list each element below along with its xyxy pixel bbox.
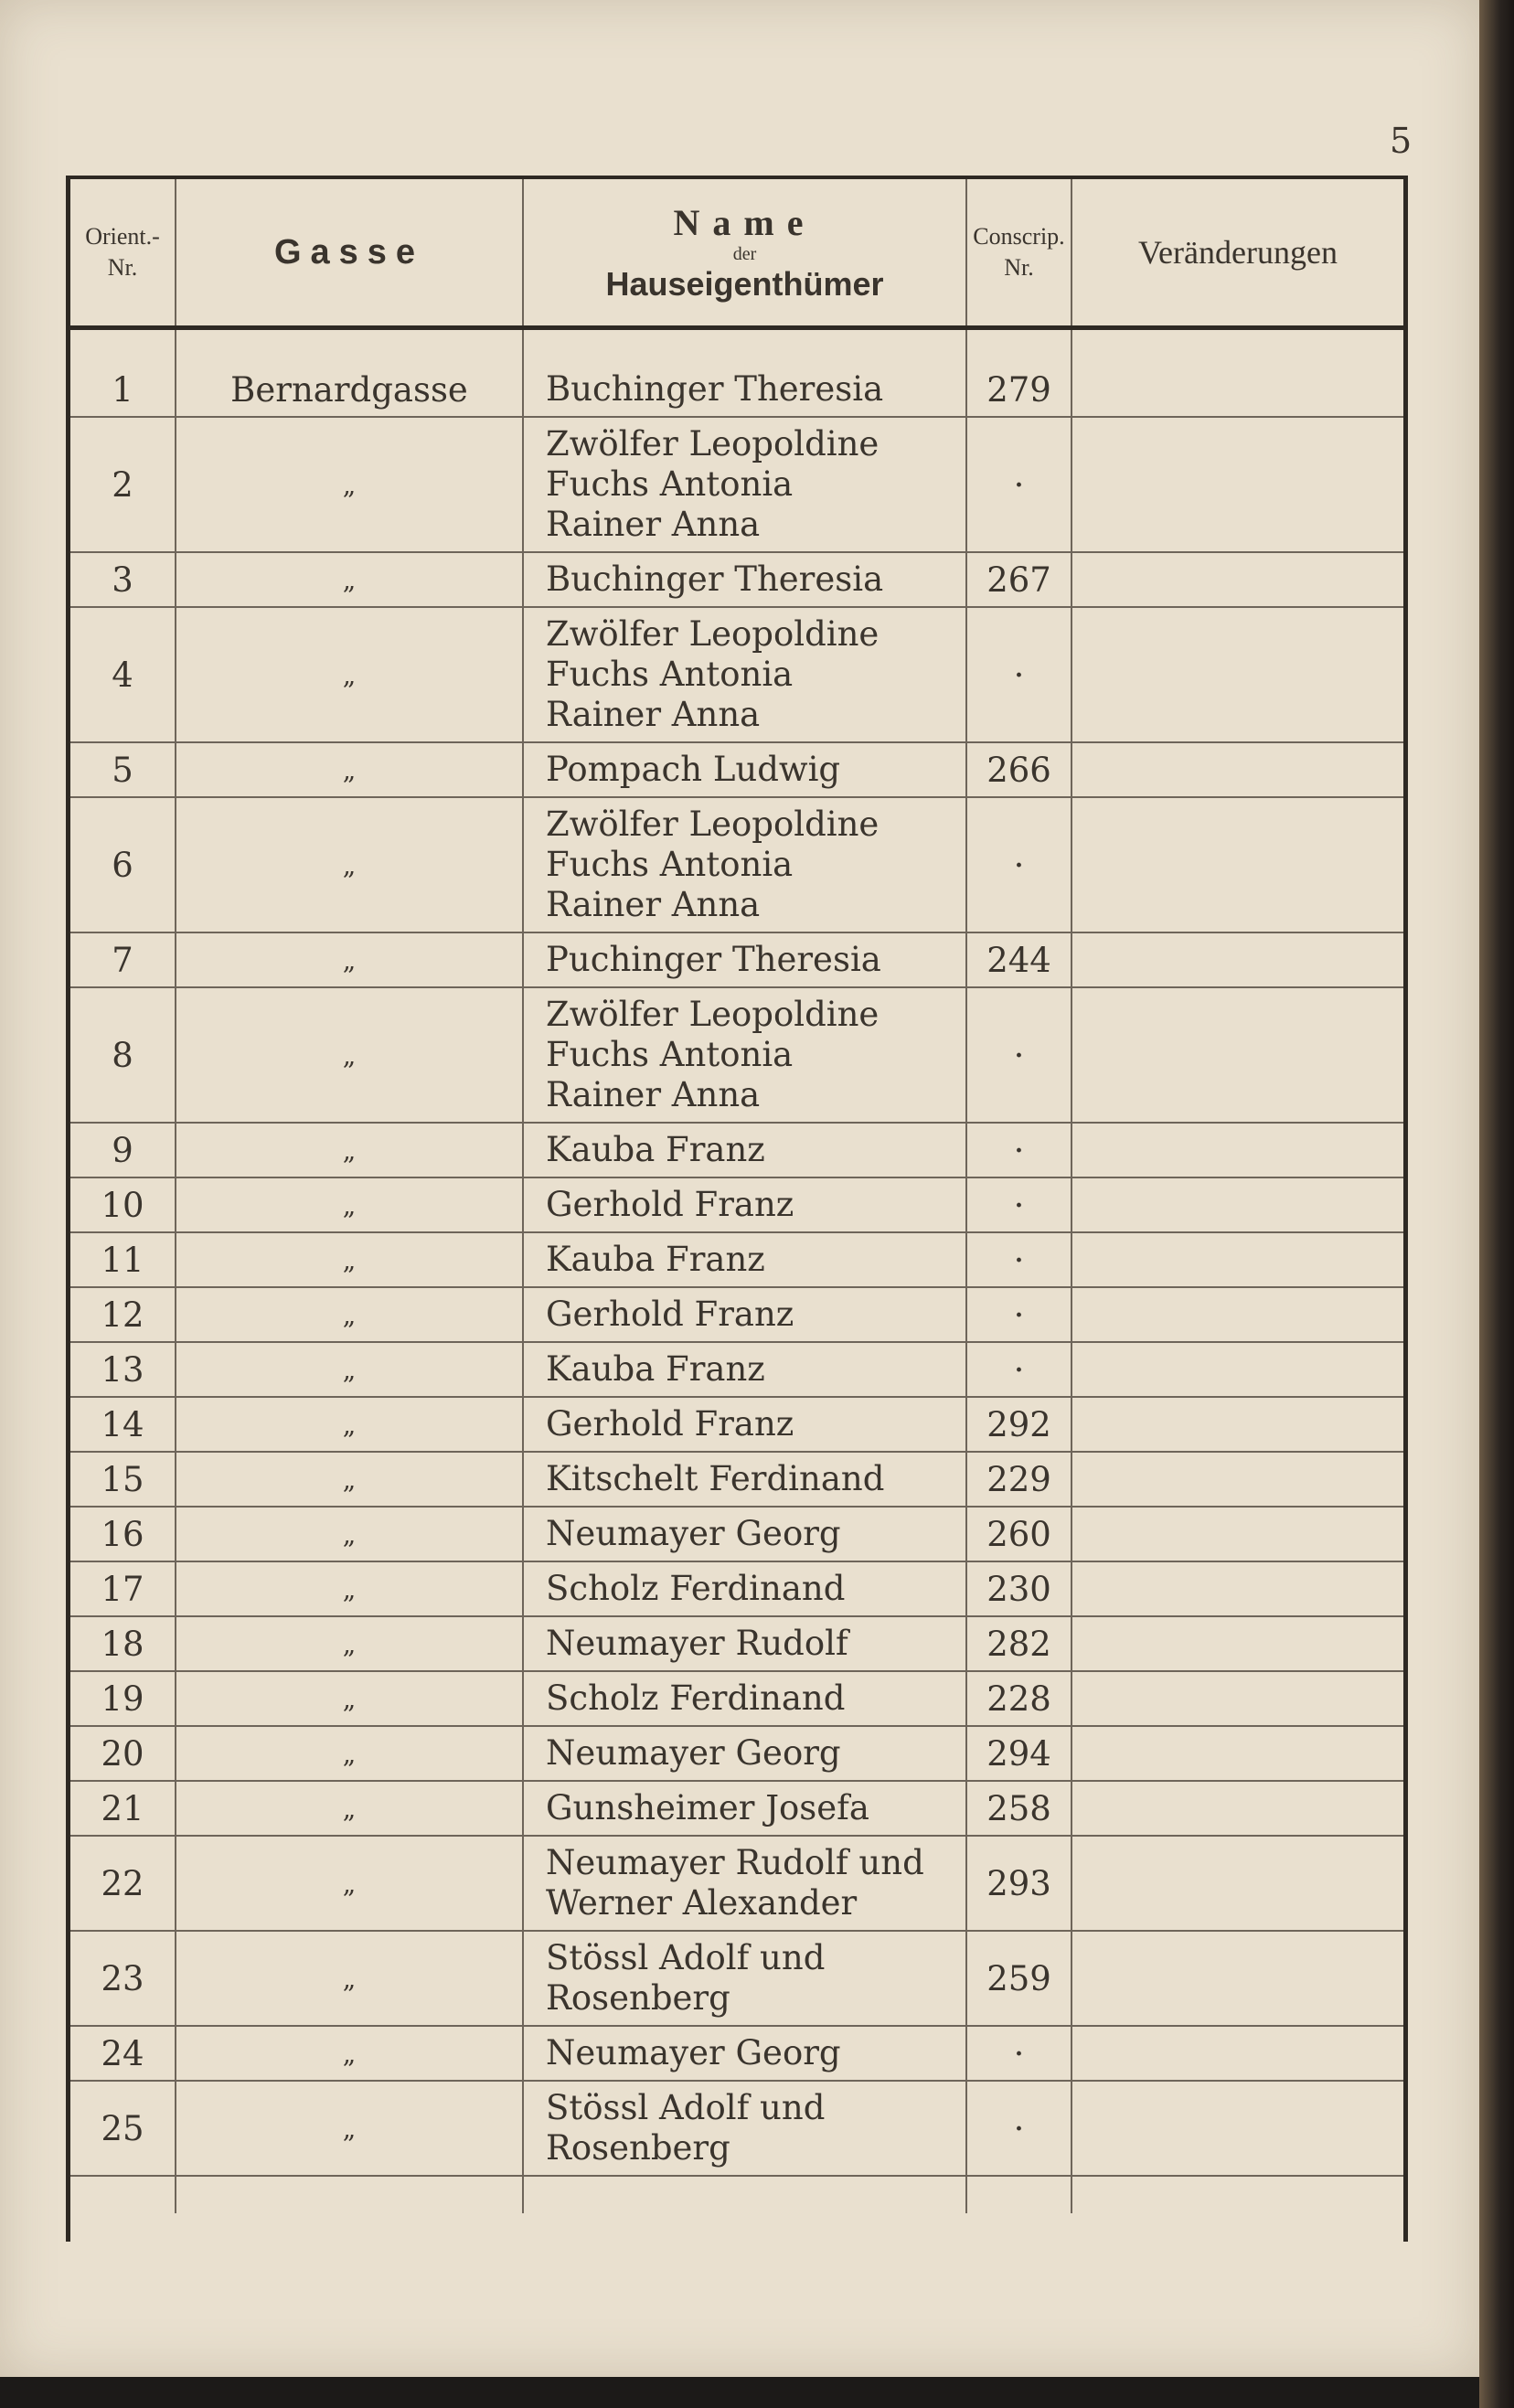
conscrip-nr-cell: ·: [966, 417, 1072, 552]
owner-name: Neumayer Georg: [546, 1733, 841, 1773]
conscrip-nr-cell: 282: [966, 1616, 1072, 1671]
gasse-cell: „: [176, 1397, 523, 1452]
owner-name: Gerhold Franz: [546, 1404, 794, 1444]
conscrip-nr-cell: 293: [966, 1836, 1072, 1931]
orient-nr-cell: 18: [70, 1616, 176, 1671]
conscrip-nr-cell: ·: [966, 1177, 1072, 1232]
conscrip-nr-cell: ·: [966, 607, 1072, 742]
table-row: [70, 417, 1403, 552]
gasse-cell: „: [176, 1177, 523, 1232]
owner-name: Kauba Franz: [546, 1240, 765, 1279]
conscrip-nr-cell: ·: [966, 2026, 1072, 2081]
veraenderungen-cell: [1072, 1287, 1403, 1342]
veraenderungen-cell: [1072, 1507, 1403, 1561]
conscrip-nr-cell: 228: [966, 1671, 1072, 1726]
conscrip-nr-cell: 259: [966, 1931, 1072, 2026]
property-register-table-frame: [66, 176, 1408, 2242]
owner-cell: [523, 1836, 966, 1931]
owner-name: Zwölfer Leopoldine: [546, 995, 880, 1034]
veraenderungen-cell: [1072, 1342, 1403, 1397]
owner-cell: [523, 1726, 966, 1781]
veraenderungen-cell: [1072, 797, 1403, 932]
conscrip-nr-cell: 230: [966, 1561, 1072, 1616]
veraenderungen-cell: [1072, 1397, 1403, 1452]
owner-name: Zwölfer Leopoldine: [546, 804, 880, 844]
conscrip-nr-cell: ·: [966, 797, 1072, 932]
owner-name: Stössl Adolf und: [546, 1938, 826, 1977]
owner-name: Stössl Adolf und: [546, 2088, 826, 2127]
gasse-cell: „: [176, 1342, 523, 1397]
veraenderungen-cell: [1072, 417, 1403, 552]
veraenderungen-cell: [1072, 742, 1403, 797]
veraenderungen-cell: [1072, 552, 1403, 607]
conscrip-nr-cell: 292: [966, 1397, 1072, 1452]
header-gap-row: [70, 328, 1403, 364]
owner-name: Rosenberg: [546, 1978, 730, 2018]
owner-cell: [523, 2026, 966, 2081]
orient-nr-cell: 14: [70, 1397, 176, 1452]
owner-cell: [523, 1123, 966, 1177]
table-row: [70, 987, 1403, 1123]
header-veraenderungen-label: Veränderungen: [1138, 234, 1338, 271]
veraenderungen-cell: [1072, 2081, 1403, 2176]
veraenderungen-cell: [1072, 1123, 1403, 1177]
conscrip-nr-cell: ·: [966, 1342, 1072, 1397]
owner-cell: [523, 1616, 966, 1671]
conscrip-nr-cell: ·: [966, 1232, 1072, 1287]
gasse-cell: „: [176, 1287, 523, 1342]
orient-nr-cell: 25: [70, 2081, 176, 2176]
gasse-cell: „: [176, 742, 523, 797]
owner-name: Zwölfer Leopoldine: [546, 424, 880, 463]
table-row: [70, 607, 1403, 742]
owner-name: Neumayer Rudolf und: [546, 1843, 924, 1882]
owner-name: Rainer Anna: [546, 885, 761, 924]
owner-cell: [523, 1671, 966, 1726]
table-row: [70, 1507, 1403, 1561]
gasse-cell: „: [176, 1507, 523, 1561]
gasse-cell: „: [176, 2081, 523, 2176]
conscrip-nr-cell: 266: [966, 742, 1072, 797]
table-row: [70, 1931, 1403, 2026]
gasse-cell: „: [176, 552, 523, 607]
orient-nr-cell: 17: [70, 1561, 176, 1616]
header-veraenderungen: [1072, 179, 1403, 328]
table-row: [70, 363, 1403, 417]
owner-cell: [523, 1507, 966, 1561]
owner-cell: [523, 1232, 966, 1287]
conscrip-nr-cell: 279: [966, 363, 1072, 417]
owner-name: Rainer Anna: [546, 1075, 761, 1114]
table-row: [70, 1671, 1403, 1726]
gasse-cell: „: [176, 1123, 523, 1177]
owner-cell: [523, 1781, 966, 1836]
veraenderungen-cell: [1072, 1232, 1403, 1287]
header-row: [70, 179, 1403, 328]
table-row: [70, 1123, 1403, 1177]
conscrip-nr-cell: 244: [966, 932, 1072, 987]
veraenderungen-cell: [1072, 932, 1403, 987]
veraenderungen-cell: [1072, 1931, 1403, 2026]
table-row: [70, 1397, 1403, 1452]
orient-nr-cell: 1: [70, 363, 176, 417]
owner-name: Rainer Anna: [546, 505, 761, 544]
property-register-table: [70, 179, 1403, 2213]
table-row-empty: [70, 2176, 1403, 2213]
table-row: [70, 742, 1403, 797]
header-gasse: [176, 179, 523, 328]
gasse-cell: „: [176, 1616, 523, 1671]
owner-cell: [523, 1931, 966, 2026]
orient-nr-cell: 7: [70, 932, 176, 987]
gasse-cell: „: [176, 932, 523, 987]
owner-cell: [523, 607, 966, 742]
gasse-cell: „: [176, 1232, 523, 1287]
veraenderungen-cell: [1072, 1561, 1403, 1616]
orient-nr-cell: 4: [70, 607, 176, 742]
owner-name: Neumayer Georg: [546, 2033, 841, 2072]
owner-cell: [523, 1177, 966, 1232]
book-spine-edge: [1479, 0, 1514, 2408]
gasse-cell: „: [176, 417, 523, 552]
owner-name: Kauba Franz: [546, 1130, 765, 1169]
header-orient-nr: [70, 179, 176, 328]
table-row: [70, 552, 1403, 607]
owner-cell: [523, 1287, 966, 1342]
owner-cell: [523, 1342, 966, 1397]
owner-cell: [523, 797, 966, 932]
owner-name: Zwölfer Leopoldine: [546, 614, 880, 654]
orient-nr-cell: 3: [70, 552, 176, 607]
table-row: [70, 797, 1403, 932]
header-owner-label: Hauseigenthümer: [605, 265, 884, 303]
table-row: [70, 1616, 1403, 1671]
table-row: [70, 1287, 1403, 1342]
conscrip-nr-cell: ·: [966, 1287, 1072, 1342]
gasse-cell: „: [176, 1836, 523, 1931]
owner-cell: [523, 987, 966, 1123]
owner-name: Rosenberg: [546, 2128, 730, 2168]
owner-name: Gerhold Franz: [546, 1295, 794, 1334]
veraenderungen-cell: [1072, 1726, 1403, 1781]
gasse-cell: „: [176, 1726, 523, 1781]
gasse-cell: „: [176, 1931, 523, 2026]
veraenderungen-cell: [1072, 607, 1403, 742]
gasse-cell: Bernardgasse: [176, 363, 523, 417]
owner-name: Neumayer Rudolf: [546, 1624, 848, 1663]
owner-cell: [523, 742, 966, 797]
gasse-cell: „: [176, 607, 523, 742]
header-conscrip-nr: [966, 179, 1072, 328]
veraenderungen-cell: [1072, 987, 1403, 1123]
orient-nr-cell: 23: [70, 1931, 176, 2026]
orient-nr-cell: 13: [70, 1342, 176, 1397]
conscrip-nr-cell: 258: [966, 1781, 1072, 1836]
gasse-cell: „: [176, 2026, 523, 2081]
veraenderungen-cell: [1072, 363, 1403, 417]
owner-name: Neumayer Georg: [546, 1514, 841, 1553]
gasse-cell: „: [176, 1781, 523, 1836]
owner-name: Buchinger Theresia: [546, 369, 884, 409]
owner-name: Scholz Ferdinand: [546, 1569, 846, 1608]
table-row: [70, 1781, 1403, 1836]
owner-name: Fuchs Antonia: [546, 845, 794, 884]
orient-nr-cell: 15: [70, 1452, 176, 1507]
owner-cell: [523, 363, 966, 417]
table-row: [70, 2026, 1403, 2081]
table-row: [70, 1232, 1403, 1287]
header-name-label: Name: [673, 202, 816, 243]
owner-name: Fuchs Antonia: [546, 1035, 794, 1074]
owner-name: Scholz Ferdinand: [546, 1678, 846, 1718]
owner-name: Fuchs Antonia: [546, 464, 794, 504]
owner-cell: [523, 552, 966, 607]
gasse-cell: „: [176, 1671, 523, 1726]
owner-name: Gunsheimer Josefa: [546, 1788, 869, 1827]
owner-name: Fuchs Antonia: [546, 655, 794, 694]
header-orient-nr-label: Orient.- Nr.: [85, 223, 160, 281]
owner-name: Rainer Anna: [546, 695, 761, 734]
orient-nr-cell: 21: [70, 1781, 176, 1836]
veraenderungen-cell: [1072, 2026, 1403, 2081]
veraenderungen-cell: [1072, 1781, 1403, 1836]
owner-name: Kauba Franz: [546, 1349, 765, 1389]
owner-cell: [523, 2081, 966, 2176]
header-gasse-label: Gasse: [273, 232, 425, 272]
owner-name: Buchinger Theresia: [546, 559, 884, 599]
orient-nr-cell: 16: [70, 1507, 176, 1561]
table-row: [70, 1342, 1403, 1397]
orient-nr-cell: 11: [70, 1232, 176, 1287]
header-name: [523, 179, 966, 328]
owner-cell: [523, 417, 966, 552]
owner-name: Puchinger Theresia: [546, 940, 881, 979]
owner-cell: [523, 1561, 966, 1616]
orient-nr-cell: 8: [70, 987, 176, 1123]
orient-nr-cell: 2: [70, 417, 176, 552]
conscrip-nr-cell: ·: [966, 987, 1072, 1123]
owner-cell: [523, 1397, 966, 1452]
table-row: [70, 932, 1403, 987]
conscrip-nr-cell: 267: [966, 552, 1072, 607]
orient-nr-cell: 12: [70, 1287, 176, 1342]
table-row: [70, 2081, 1403, 2176]
orient-nr-cell: 19: [70, 1671, 176, 1726]
table-row: [70, 1177, 1403, 1232]
orient-nr-cell: 24: [70, 2026, 176, 2081]
owner-cell: [523, 1452, 966, 1507]
veraenderungen-cell: [1072, 1671, 1403, 1726]
header-der-label: der: [732, 244, 757, 264]
table-row: [70, 1726, 1403, 1781]
owner-name: Gerhold Franz: [546, 1185, 794, 1224]
conscrip-nr-cell: 260: [966, 1507, 1072, 1561]
conscrip-nr-cell: ·: [966, 1123, 1072, 1177]
veraenderungen-cell: [1072, 1836, 1403, 1931]
gasse-cell: „: [176, 1561, 523, 1616]
owner-cell: [523, 932, 966, 987]
owner-name: Werner Alexander: [546, 1883, 858, 1923]
veraenderungen-cell: [1072, 1452, 1403, 1507]
page-number: 5: [1390, 121, 1413, 161]
orient-nr-cell: 10: [70, 1177, 176, 1232]
header-conscrip-nr-label: Conscrip. Nr.: [973, 223, 1065, 281]
table-row: [70, 1836, 1403, 1931]
orient-nr-cell: 6: [70, 797, 176, 932]
gasse-cell: „: [176, 987, 523, 1123]
table-row: [70, 1452, 1403, 1507]
gasse-cell: „: [176, 1452, 523, 1507]
conscrip-nr-cell: 229: [966, 1452, 1072, 1507]
veraenderungen-cell: [1072, 1616, 1403, 1671]
conscrip-nr-cell: 294: [966, 1726, 1072, 1781]
orient-nr-cell: 9: [70, 1123, 176, 1177]
owner-name: Kitschelt Ferdinand: [546, 1459, 885, 1498]
conscrip-nr-cell: ·: [966, 2081, 1072, 2176]
orient-nr-cell: 22: [70, 1836, 176, 1931]
owner-name: Pompach Ludwig: [546, 750, 841, 789]
gasse-cell: „: [176, 797, 523, 932]
table-body: [70, 328, 1403, 2214]
orient-nr-cell: 20: [70, 1726, 176, 1781]
veraenderungen-cell: [1072, 1177, 1403, 1232]
orient-nr-cell: 5: [70, 742, 176, 797]
table-row: [70, 1561, 1403, 1616]
